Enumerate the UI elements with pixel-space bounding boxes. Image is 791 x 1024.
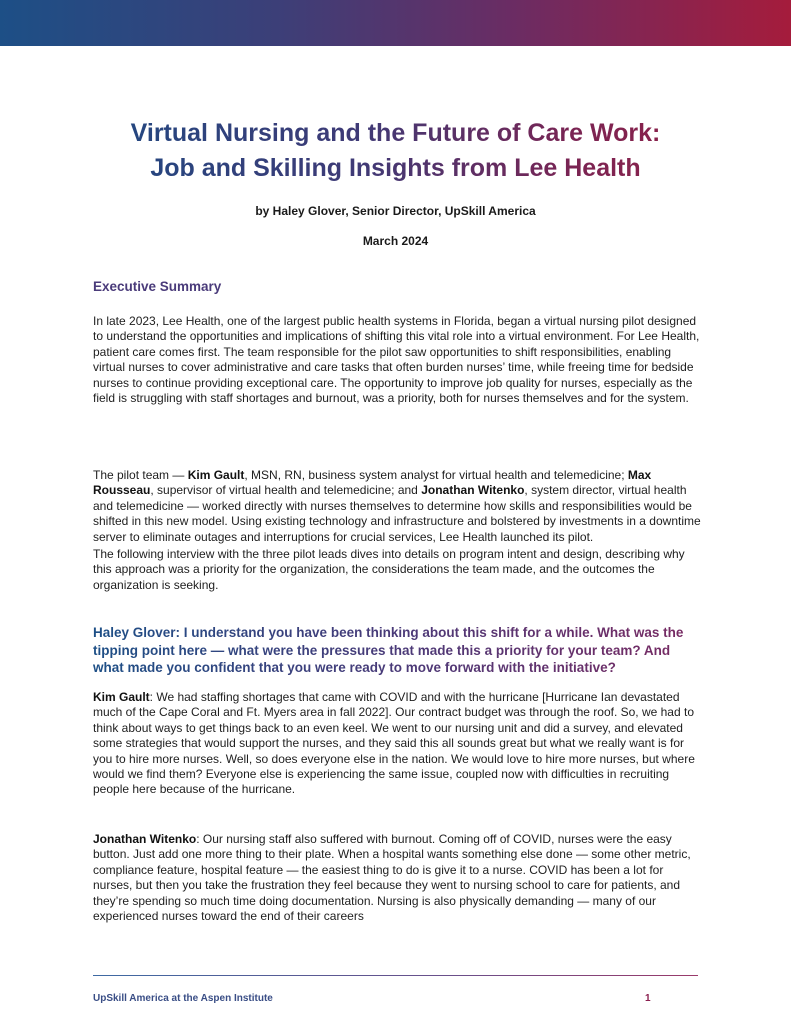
byline: by Haley Glover, Senior Director, UpSkill America bbox=[255, 204, 536, 218]
summary-paragraph-2: The pilot team — Kim Gault, MSN, RN, business system analyst for virtual health and telemedicine; Max Rousseau, supervisor of virtual health and telemedicine; and Jonathan Witenko, system director, virtual health and telemedicine — worked directly with nurses themselves to determine how skills and responsibilities would be shifted in this new model. Using existing technology and infrastructure and bolstered by investments in a downtime server to eliminate outages and interruptions for crucial services, Lee Health launched its pilot. bbox=[93, 468, 701, 544]
document-title bbox=[40, 116, 751, 186]
person-name-max-rousseau: Max Rousseau bbox=[93, 468, 652, 498]
answer-speaker-jonathan-witenko: Jonathan Witenko bbox=[93, 832, 197, 846]
answer-speaker-kim-gault: Kim Gault bbox=[93, 690, 150, 704]
title-line-2: Job and Skilling Insights from Lee Health bbox=[150, 154, 641, 182]
publication-date: March 2024 bbox=[362, 234, 429, 248]
page-number: 1 bbox=[645, 993, 651, 1004]
summary-paragraph-1: In late 2023, Lee Health, one of the largest public health systems in Florida, began a virtual nursing pilot designed to understand the opportunities and implications of shifting this vital role into a virtual environment. For Lee Health, patient care comes first. The team responsible for the pilot saw opportunities to shift responsibilities, enabling virtual nurses to cover administrative and care tasks that often burden nurses’ time, while freeing time for bedside nurses to continue providing exceptional care. The opportunity to improve job quality for nurses, especially as the field is struggling with staff shortages and burnout, was a priority, both for nurses themselves and for the system. bbox=[93, 314, 700, 406]
answer-jonathan-witenko: Jonathan Witenko: Our nursing staff also suffered with burnout. Coming off of COVID, nurses were the easy button. Just add one more thing to their plate. When a hospital wants something else done — some other metric, compliance feature, hospital feature — the easiest thing to do is give it to a nurse. COVID has been a lot for nurses, but then you take the frustration they feel because they went to nursing school to care for patients, and they’re spending so much time doing documentation. Nursing is also physically demanding — many of our experienced nurses toward the end of their careers bbox=[93, 832, 691, 924]
header-gradient-bar bbox=[0, 0, 791, 46]
interview-question: Haley Glover: I understand you have been thinking about this shift for a while. What was the tipping point here — what were the pressures that made this a priority for your team? And what made you confident that you were ready to move forward with the initiative? bbox=[93, 624, 703, 677]
person-name-jonathan-witenko: Jonathan Witenko bbox=[421, 483, 525, 498]
footer-organization: UpSkill America at the Aspen Institute bbox=[93, 993, 273, 1004]
person-name-kim-gault: Kim Gault bbox=[187, 468, 245, 482]
answer-kim-gault: Kim Gault: We had staffing shortages that came with COVID and with the hurricane [Hurricane Ian devastated much of the Cape Coral and Ft. Myers area in fall 2022]. Our contract budget was through the roof. So, we had to think about ways to get things back to an even keel. We went to our nursing unit and did a survey, and elevated some strategies that would support the nurses, and they said this all sounds great but what we really want is for you to hire more nurses. Well, so does everyone else in the nation. We would love to hire more nurses, but where would we find them? Everyone else is experiencing the same issue, coupled now with difficulties in recruiting people here because of the hurricane. bbox=[93, 690, 695, 797]
title-line-1: Virtual Nursing and the Future of Care Work: bbox=[130, 119, 661, 147]
executive-summary-heading: Executive Summary bbox=[93, 279, 222, 294]
footer-divider bbox=[93, 975, 698, 976]
summary-paragraph-3: The following interview with the three pilot leads dives into details on program intent and design, describing why this approach was a priority for the organization, the considerations the team made, and the outcomes the organization is seeking. bbox=[93, 547, 685, 592]
